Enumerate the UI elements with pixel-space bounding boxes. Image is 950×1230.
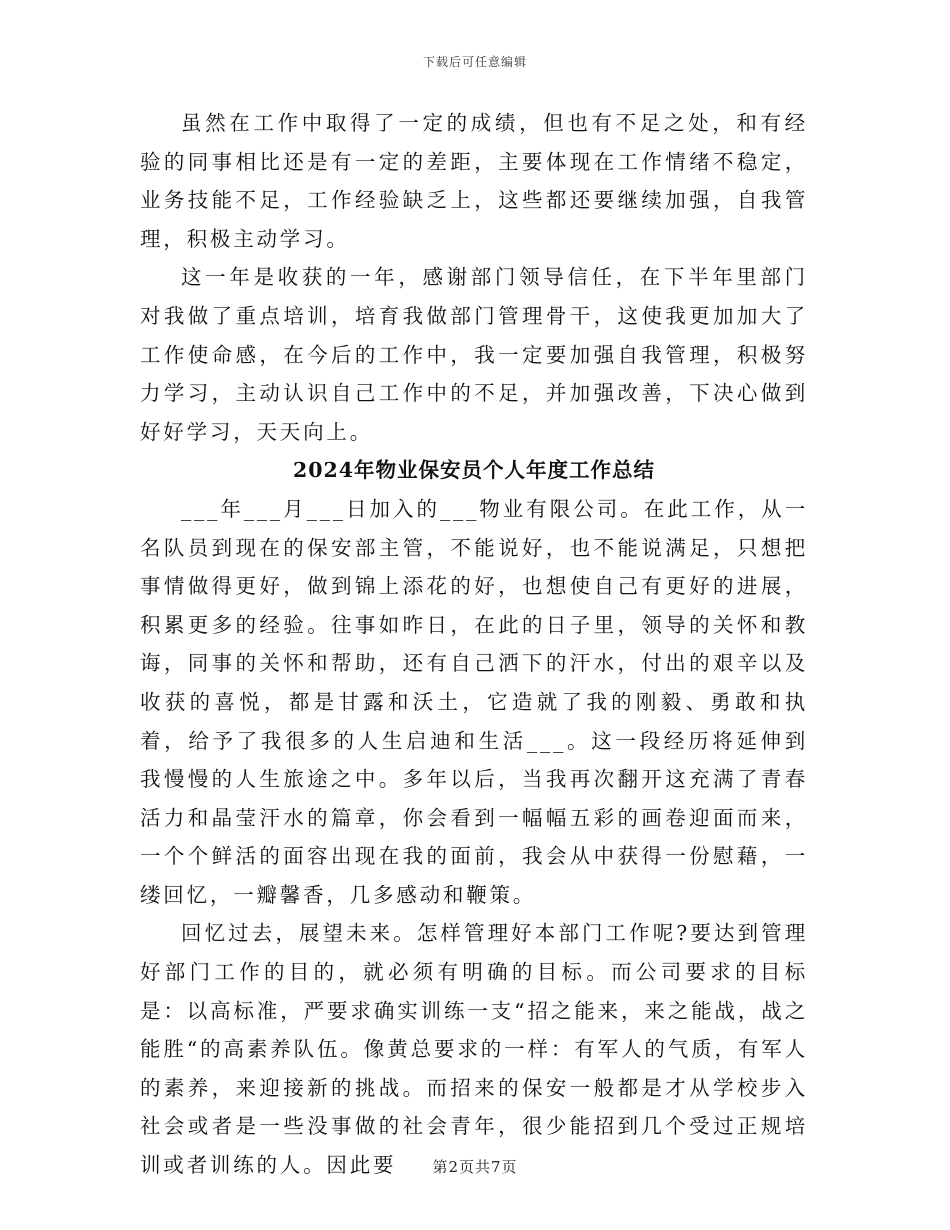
- paragraph: 虽然在工作中取得了一定的成绩，但也有不足之处，和有经验的同事相比还是有一定的差距，主要体现在工作情绪不稳定，业务技能不足，工作经验缺乏上，这些都还要继续加强，自我管理，积极主动学习。: [140, 111, 808, 251]
- page-header-note: 下载后可任意编辑: [422, 55, 527, 69]
- document-body: [140, 104, 808, 1185]
- paragraph: 回忆过去，展望未来。怎样管理好本部门工作呢?要达到管理好部门工作的目的，就必须有明确的目标。而公司要求的目标是：以高标准，严要求确实训练一支“招之能来，来之能战，战之能胜“的高素养队伍。像黄总要求的一样：有军人的气质，有军人的素养，来迎接新的挑战。而招来的保安一般都是才从学校步入社会或者是一些没事做的社会青年，很少能招到几个受过正规培训或者训练的人。因此要: [140, 921, 808, 1178]
- page-number-footer: 第2页共7页: [432, 1158, 518, 1176]
- paragraph: ___年___月___日加入的___物业有限公司。在此工作，从一名队员到现在的保安部主管，不能说好，也不能说满足，只想把事情做得更好，做到锦上添花的好，也想使自己有更好的进展，积累更多的经验。往事如昨日，在此的日子里，领导的关怀和教诲，同事的关怀和帮助，还有自己洒下的汗水，付出的艰辛以及收获的喜悦，都是甘露和沃土，它造就了我的刚毅、勇敢和执着，给予了我很多的人生启迪和生活___。这一段经历将延伸到我慢慢的人生旅途之中。多年以后，当我再次翻开这充满了青春活力和晶莹汗水的篇章，你会看到一幅幅五彩的画卷迎面而来，一个个鲜活的面容出现在我的面前，我会从中获得一份慰藉，一缕回忆，一瓣馨香，几多感动和鞭策。: [140, 496, 808, 907]
- section-title: 2024年物业保安员个人年度工作总结: [292, 458, 656, 483]
- paragraph: 这一年是收获的一年，感谢部门领导信任，在下半年里部门对我做了重点培训，培育我做部门管理骨干，这使我更加加大了工作使命感，在今后的工作中，我一定要加强自我管理，积极努力学习，主动认识自己工作中的不足，并加强改善，下决心做到好好学习，天天向上。: [140, 265, 808, 444]
